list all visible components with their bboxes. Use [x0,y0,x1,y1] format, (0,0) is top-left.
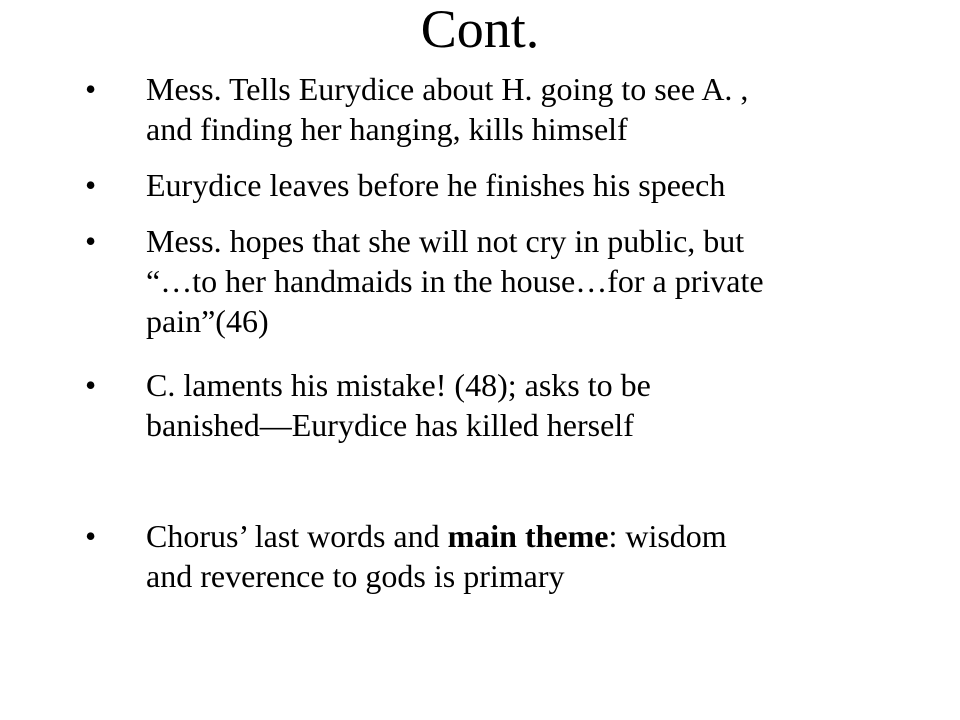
bullet-text-segment: Chorus’ last words and [146,518,448,554]
bullet-text-segment: : wisdom [608,518,727,554]
bullet-line: Eurydice leaves before he finishes his speech [146,167,726,203]
bullet-line: and reverence to gods is primary [146,558,565,594]
bullet-text [146,221,886,341]
slide-title: Cont. [420,0,540,59]
bullet-dot-icon: • [85,223,97,259]
bullet-dot-icon: • [85,167,97,203]
main-theme-emphasis: main theme [447,518,609,554]
bullet-line: banished—Eurydice has killed herself [146,407,634,443]
bullet-dot-icon: • [85,367,97,403]
bullet-line: pain”(46) [146,303,269,339]
bullet-line [146,516,886,556]
bullet-dot-icon: • [85,71,97,107]
bullet-line: “…to her handmaids in the house…for a private [146,263,764,299]
bullet-dot-icon: • [85,518,97,554]
bullet-text [146,516,886,596]
bullet-line: C. laments his mistake! (48); asks to be [146,367,651,403]
bullet-text [146,165,886,205]
bullet-line: Mess. hopes that she will not cry in public, but [146,223,745,259]
bullet-line: Mess. Tells Eurydice about H. going to see A. , [146,71,749,107]
bullet-line: and finding her hanging, kills himself [146,111,628,147]
bullet-text [146,69,886,149]
bullet-text [146,365,886,445]
